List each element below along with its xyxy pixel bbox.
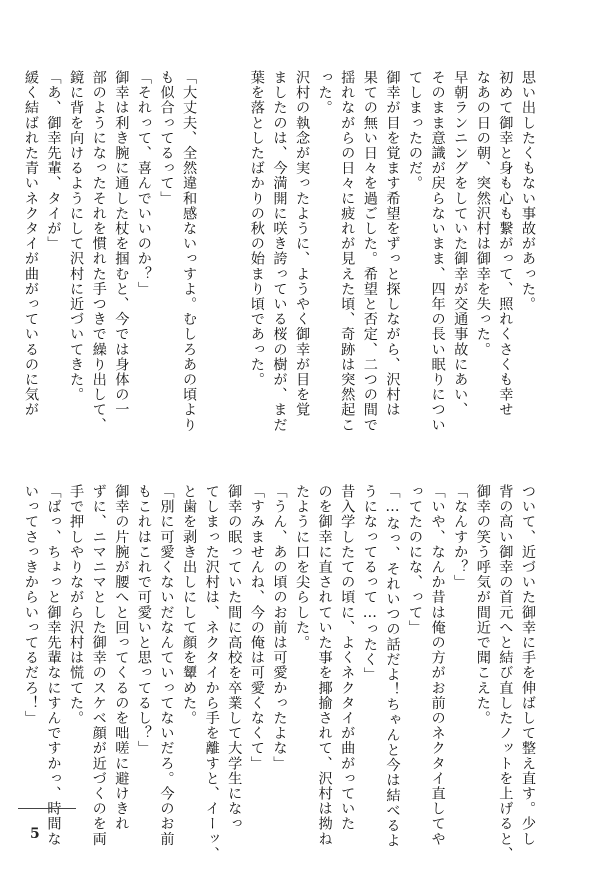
text-line: 葉を落としたばかりの秋の始まり頃であった。 (248, 70, 265, 388)
text-line: 御幸の笑う呼気が間近で聞こえた。 (474, 484, 491, 726)
text-line: ってたのにな、って」 (407, 484, 424, 635)
text-line: 「…なっ、それいつの話だよ！ちゃんと今は結べるよ (384, 484, 401, 849)
text-line: てしまった沢村は、ネクタイから手を離すと、イーッ、 (203, 484, 220, 862)
footer-divider (18, 808, 76, 809)
blank-line (200, 70, 223, 401)
text-line: 御幸の片腕が腰へと回ってくるのを咄嗟に避けきれ (113, 484, 130, 832)
text-line: 御幸が目を覚ます希望をずっと探しながら、沢村は (384, 70, 401, 418)
text-line: 手で押しやりながら沢村は慌てた。 (68, 484, 85, 726)
text-line: ついて、近づいた御幸に手を伸ばして整え直す。少し (520, 484, 536, 847)
text-line: てしまったのだ。 (407, 70, 424, 191)
text-line: った。 (316, 70, 333, 116)
text-line: 「あ、御幸先輩、タイが」 (45, 70, 62, 252)
text-line: 「ばっ、ちょっと御幸先輩なにすんですかっ、時間な (45, 484, 62, 847)
text-line: も似合ってるって」 (158, 70, 175, 206)
text-line: 背の高い御幸の首元へと結び直したノットを上げると、 (497, 484, 514, 862)
text-line: 「大丈夫、全然違和感ないっすよ。むしろあの頃より (181, 70, 198, 433)
text-line: 揺れながらの日々に疲れが見えた頃、奇跡は突然起こ (339, 70, 356, 433)
text-line: と歯を剥き出しにして顔を顰めた。 (181, 484, 198, 726)
text-line: 沢村の執念が実ったように、ようやく御幸が目を覚 (294, 70, 311, 418)
text-line: のを御幸に直されていた事を揶揄されて、沢村は拗ね (316, 484, 333, 847)
text-line: 「いや、なんか昔は俺の方がお前のネクタイ直してや (429, 484, 446, 847)
text-line: 御幸の眠っていた間に高校を卒業して大学生になっ (226, 484, 243, 832)
text-line: 「うん、あの頃のお前は可愛かったよな」 (271, 484, 288, 771)
text-line: 初めて御幸と身も心も繋がって、照れくさくも幸せ (497, 70, 514, 418)
lower-text-block (22, 484, 539, 862)
text-line: ましたのは、今満開に咲き誇っている桜の樹が、まだ (271, 70, 288, 433)
text-line: 早朝ランニングをしていた御幸が交通事故にあい、 (452, 70, 469, 418)
text-line: 「すみませんね、今の俺は可愛くなくて」 (248, 484, 265, 771)
text-line: 昔入学したての頃に、よくネクタイが曲がっていた (339, 484, 356, 832)
text-line: そのまま意識が戻らないまま、四年の長い眠りについ (429, 70, 446, 433)
text-line: もこれはこれで可愛いと思ってるし？」 (135, 484, 152, 756)
text-line: ずに、ニマニマとした御幸のスケベ顔が近づくのを両 (90, 484, 107, 847)
text-line: うになってるって…ったく」 (361, 484, 378, 683)
page-number: 5 (30, 826, 40, 842)
text-line: いってさっきからいってるだろ！」 (22, 484, 39, 726)
upper-text-block (22, 70, 539, 433)
text-line: 思い出したくもない事故があった。 (520, 70, 536, 312)
text-line: 部のようになったそれを慣れた手つきで繰り出して、 (90, 70, 107, 433)
blank-line (223, 70, 246, 401)
text-line: 果ての無い日々を過ごした。希望と否定、二つの間で (361, 70, 378, 433)
text-line: 緩く結ばれた青いネクタイが曲がっているのに気が (22, 70, 39, 418)
text-line: 御幸は利き腕に通した杖を掴むと、今では身体の一 (113, 70, 130, 418)
text-line: 「別に可愛くないだなんていってないだろ。今のお前 (158, 484, 175, 847)
text-line: なあの日の朝、突然沢村は御幸を失った。 (474, 70, 491, 357)
text-line: 「それって、喜んでいいのか？」 (135, 70, 152, 297)
text-line: たように口を尖らした。 (294, 484, 311, 651)
text-line: 鏡に背を向けるようにして沢村に近づいてきた。 (68, 70, 85, 403)
text-line: 「なんすか？」 (452, 484, 469, 590)
